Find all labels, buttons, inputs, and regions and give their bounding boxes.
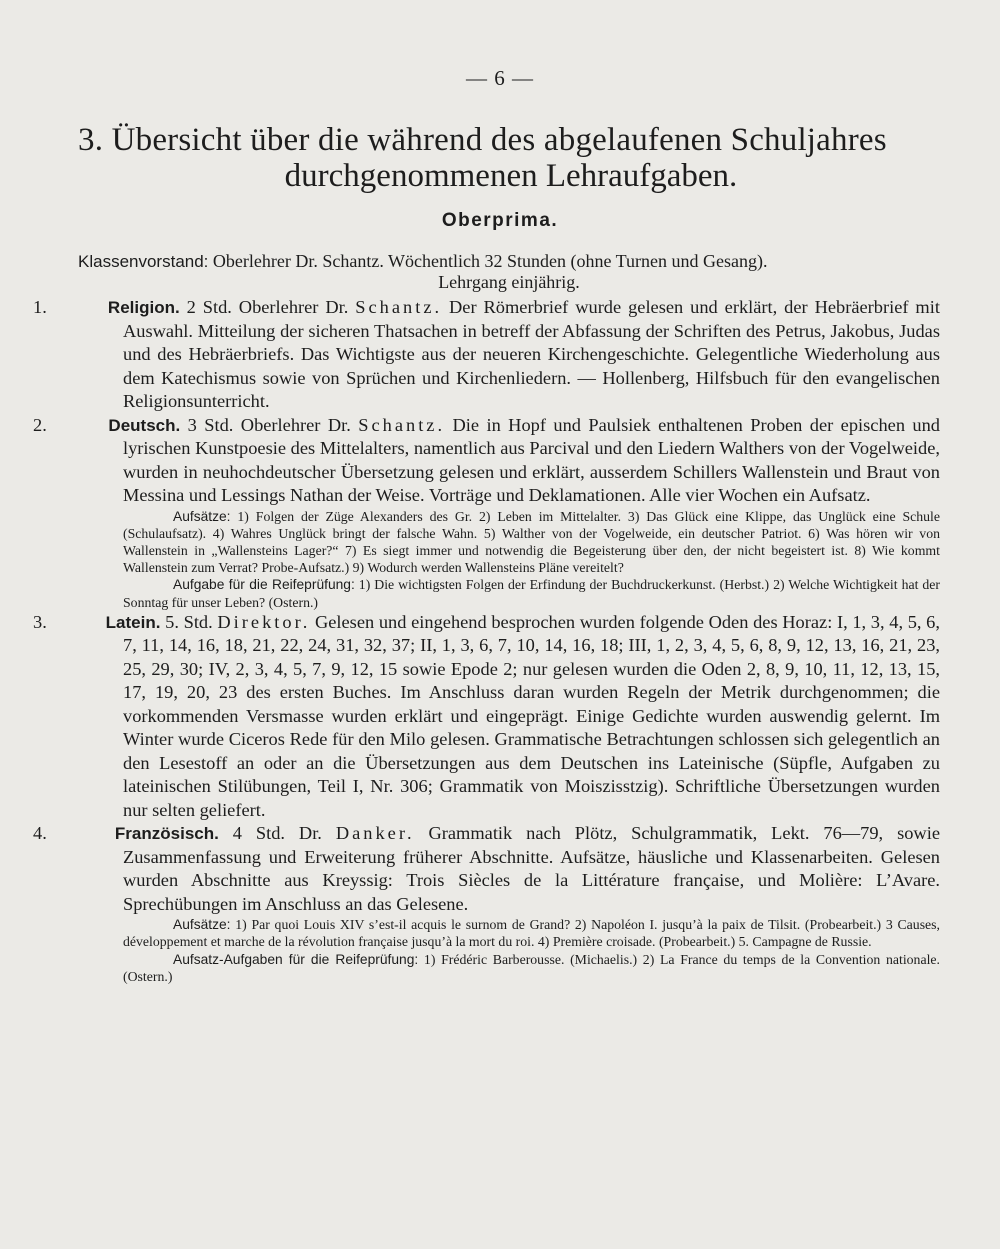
subject-number: 2. [33,414,47,435]
section-title-line-1: 3. Übersicht über die während des abgelaufenen Schuljahres [78,122,887,158]
subject-latein [33,611,940,823]
subject-note [78,951,940,985]
subject-text: Der Römerbrief wurde gelesen und erklärt, der Hebräerbrief mit Auswahl. Mitteilung der sicheren Thatsachen in betreff der Abfassung der Schriften des Petrus, Jakobus, Judas und des Hebräerbriefs. Das Wichtigste aus der neueren Kirchengeschichte. Gelegentliche Wiederholung aus dem Katechismus sowie von Sprüchen und Kirchenliedern. — Hollenberg, Hilfsbuch für den evangelischen Religionsunterricht. [123,297,940,411]
class-meta [78,251,940,292]
note-label: Aufsätze: [173,508,231,524]
class-meta-text: Oberlehrer Dr. Schantz. Wöchentlich 32 Stunden (ohne Turnen und Gesang). [212,251,768,271]
note-label: Aufsätze: [173,917,231,933]
section-title [78,122,944,194]
subject-name: Latein. [105,612,161,632]
page-number: — 6 — [466,66,534,90]
note-label: Aufgabe für die Reifeprüfung: [173,577,355,593]
subjects-list [33,296,941,985]
subject-religion [33,296,940,414]
subject-teacher: Danker. [335,823,415,844]
subject-note [78,576,940,610]
note-label: Aufsatz-Aufgaben für die Reifeprüfung: [173,951,419,967]
course-duration: Lehrgang einjährig. [438,272,580,292]
subject-hours: 5. Std. [165,611,213,632]
subject-note [78,508,940,577]
section-title-line-2: durchgenommenen Lehraufgaben. [284,158,738,194]
subject-franzoesisch [33,822,940,916]
subject-deutsch [33,414,941,508]
subject-number: 3. [33,611,47,632]
subject-hours: 3 Std. Oberlehrer Dr. [187,414,351,435]
subject-name: Deutsch. [108,415,181,435]
subject-teacher: Schantz. [358,414,446,435]
note-text: 1) Die wichtigsten Folgen der Erfindung der Buchdruckerkunst. (Herbst.) 2) Welche Wichtigkeit hat der Sonntag für unser Leben? (Ostern.) [123,577,941,610]
subject-text: Gelesen und eingehend besprochen wurden folgende Oden des Horaz: I, 1, 3, 4, 5, 6, 7, 11, 14, 16, 18, 21, 22, 24, 31, 32, 37; II, 1, 3, 6, 7, 10, 14, 16, 18; III, 1, 2, 3, 4, 5, 6, 8, 9, 12, 13, 16, 21, 23, 25, 29, 30; IV, 2, 3, 4, 5, 7, 9, 12, 15 sowie Epode 2; nur gelesen wurden die Oden 2, 8, 9, 10, 11, 12, 13, 15, 17, 19, 20, 23 des ersten Buches. Im Anschluss daran wurden Regeln der Metrik durchgenommen; die vorkommenden Versmasse wurden erklärt und eingeprägt. Einige Gedichte wurden auswendig gelernt. Im Winter wurde Ciceros Rede für den Milo gelesen. Grammatische Betrachtungen schlossen sich gelegentlich an den Lesestoff an oder an die Übersetzungen aus dem Deutschen ins Lateinische (Süpfle, Aufgaben zu lateinischen Stilübungen, Teil I, Nr. 306; Grammatik von Moiszisstzig). Schriftliche Übersetzungen wurden nur selten geliefert. [123,611,940,820]
subject-number: 1. [33,297,47,317]
subject-name: Französisch. [114,824,219,844]
subject-teacher: Schantz. [355,297,443,317]
subject-hours: 4 Std. Dr. [232,823,322,844]
note-text: 1) Frédéric Barberousse. (Michaelis.) 2) La France du temps de la Convention nationale. (Ostern.) [123,951,940,984]
subject-text: Grammatik nach Plötz, Schulgrammatik, Lekt. 76—79, sowie Zusammenfassung und Erweiterung früherer Abschnitte. Aufsätze, häusliche und Klassenarbeiten. Gelesen wurden Abschnitte aus Kreyssig: Trois Siècles de la Littérature française, und Molière: L’Avare. Sprechübungen im Anschluss an das Gelesene. [123,823,940,914]
subject-number: 4. [33,823,47,844]
subject-text: Die in Hopf und Paulsiek enthaltenen Proben der epischen und lyrischen Kunstpoesie des Mittelalters, namentlich aus Parcival und den Liedern Walthers von der Vogelweide, wurden in neuhochdeutscher Übersetzung gelesen und erklärt, ausserdem Schillers Wallenstein und Braut von Messina und Lessings Nathan der Weise. Vorträge und Deklamationen. Alle vier Wochen ein Aufsatz. [123,414,941,505]
class-heading: Oberprima. [441,210,559,231]
subject-name: Religion. [107,298,180,317]
note-text: 1) Folgen der Züge Alexanders des Gr. 2) Leben im Mittelalter. 3) Das Glück eine Klippe, das Unglück eine Schule (Schulaufsatz). 4) Wahres Unglück bringt der falsche Wahn. 5) Walther von der Vogelweide, ein deutscher Patriot. 6) Was hören wir von Wallenstein in „Wallensteins Lager?“ 7) Es siegt immer und notwendig die Begeisterung über den, der nicht begeistert ist. 8) Wie kommt Wallenstein zum Verrat? Probe-Aufsatz.) 9) Wodurch werden Wallensteins Pläne vereitelt? [123,508,940,576]
class-teacher-label: Klassenvorstand: [78,252,209,271]
subject-note [78,916,940,950]
subject-teacher: Direktor. [217,611,311,632]
subject-hours: 2 Std. Oberlehrer Dr. [186,297,349,317]
note-text: 1) Par quoi Louis XIV s’est-il acquis le surnom de Grand? 2) Napoléon I. jusqu’à la paix de Tilsit. (Probearbeit.) 3 Causes, développement et marche de la révolution française jusqu’à la mort du roi. 4) Première croisade. (Probearbeit.) 5. Campagne de Russie. [123,917,941,950]
